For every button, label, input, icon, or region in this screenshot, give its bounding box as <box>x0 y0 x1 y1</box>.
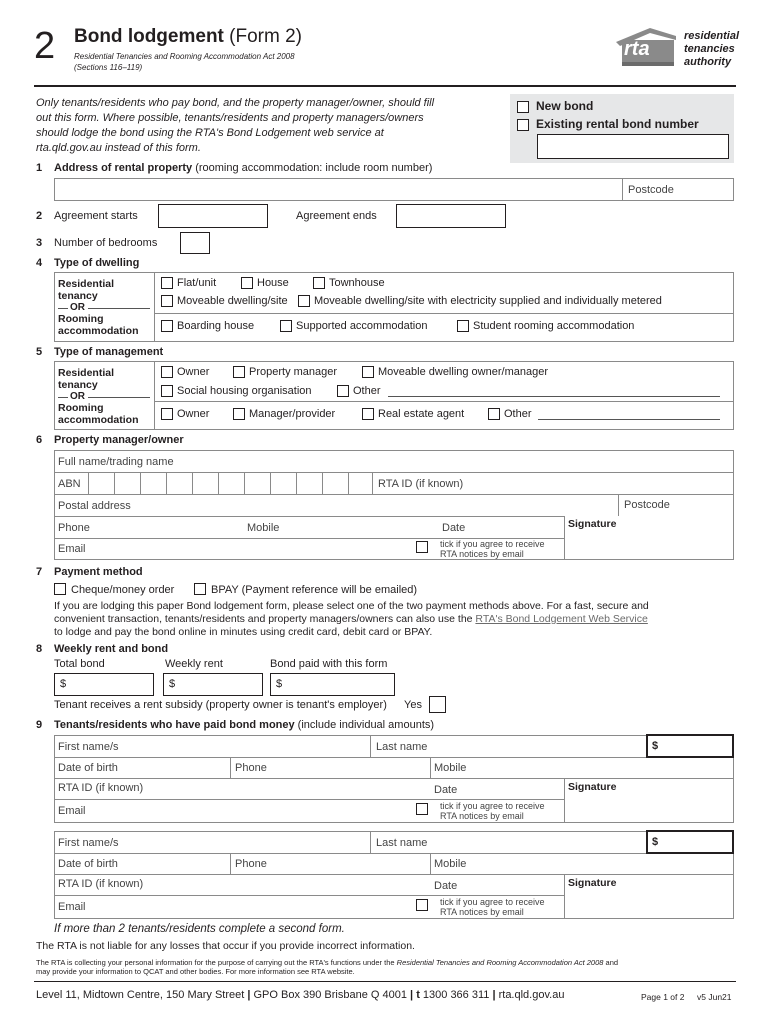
intro-line-1: Only tenants/residents who pay bond, and the property manager/owner, should fill <box>36 97 435 109</box>
boarding-house-label: Boarding house <box>177 320 255 332</box>
t2-row-1 <box>54 853 734 854</box>
t1-rta-id-label: RTA ID (if known) <box>58 782 144 794</box>
s6-mobile-label: Mobile <box>247 522 280 534</box>
s6-date-label: Date <box>442 522 466 534</box>
logo-text: rta <box>624 38 650 60</box>
real-estate-agent-label: Real estate agent <box>378 408 465 420</box>
s6-row-2 <box>54 494 734 495</box>
student-rooming-checkbox[interactable] <box>457 320 469 332</box>
bedrooms-label: Number of bedrooms <box>54 237 158 249</box>
social-housing-checkbox[interactable] <box>161 385 173 397</box>
act-reference: Residential Tenancies and Rooming Accommodation Act 2008 <box>74 52 295 61</box>
s3-number: 3 <box>36 237 43 249</box>
rent-subsidy-yes-checkbox[interactable] <box>429 696 446 713</box>
bond-lodgement-web-service-link[interactable]: RTA's Bond Lodgement Web Service <box>475 613 648 625</box>
agreement-ends-field[interactable] <box>396 204 506 228</box>
s5-number: 5 <box>36 346 43 358</box>
t1-signature-label: Signature <box>568 781 617 793</box>
s5-res-label-2: tenancy <box>58 379 98 391</box>
s4-or-rule-right <box>88 308 150 309</box>
boarding-house-checkbox[interactable] <box>161 320 173 332</box>
t2-rta-id-label: RTA ID (if known) <box>58 878 144 890</box>
t1-date-label: Date <box>434 784 458 796</box>
s6-postcode-label: Postcode <box>624 499 670 511</box>
s6-row-1 <box>54 472 734 473</box>
abn-cell-div <box>372 472 373 494</box>
form-number: 2 <box>34 25 56 67</box>
t1-email-label: Email <box>58 805 86 817</box>
footer-rule <box>34 981 736 982</box>
t2-email-label: Email <box>58 901 86 913</box>
s6-signature-divider <box>564 516 565 560</box>
intro-line-3: should lodge the bond using the RTA's Bond Lodgement web service at <box>36 127 384 139</box>
s4-room-label-2: accommodation <box>58 325 139 337</box>
owner-label: Owner <box>177 366 210 378</box>
new-bond-label: New bond <box>536 99 594 113</box>
t1-last-name-label: Last name <box>376 741 428 753</box>
t2-tick-line-1: tick if you agree to receive <box>440 897 545 907</box>
s9-title: Tenants/residents who have paid bond money (include individual amounts) <box>54 719 435 731</box>
tenant-2-amount-field[interactable] <box>646 830 734 854</box>
tenant-1-amount-field[interactable] <box>646 734 734 758</box>
s4-title: Type of dwelling <box>54 257 140 269</box>
s6-email-label: Email <box>58 543 86 555</box>
student-rooming-label: Student rooming accommodation <box>473 320 635 332</box>
s7-paragraph-line-3: to lodge and pay the bond online in minutes using credit card, debit card or BPAY. <box>54 626 433 638</box>
house-label: House <box>257 277 289 289</box>
owner-checkbox[interactable] <box>161 366 173 378</box>
s4-number: 4 <box>36 257 43 269</box>
supported-accommodation-label: Supported accommodation <box>296 320 428 332</box>
t2-dollar: $ <box>652 836 659 848</box>
cheque-checkbox[interactable] <box>54 583 66 595</box>
t2-row-3 <box>54 895 564 896</box>
existing-bond-label: Existing rental bond number <box>536 117 699 131</box>
rent-subsidy-yes-label: Yes <box>404 699 422 711</box>
other-input-line[interactable] <box>388 396 720 397</box>
t1-dob-label: Date of birth <box>58 762 118 774</box>
supported-accommodation-checkbox[interactable] <box>280 320 292 332</box>
t1-mobile-label: Mobile <box>434 762 467 774</box>
contact-line: Level 11, Midtown Centre, 150 Mary Street | GPO Box 390 Brisbane Q 4001 | t 1300 366 311 | rta.qld.gov.au <box>36 989 565 1001</box>
s6-phone-label: Phone <box>58 522 90 534</box>
other-label: Other <box>353 385 381 397</box>
t2-signature-label: Signature <box>568 877 617 889</box>
intro-line-2: out this form. Where possible, tenants/residents and property managers/owners <box>36 112 424 124</box>
moveable-dwelling-label: Moveable dwelling/site <box>177 295 288 307</box>
t2-email-consent-checkbox[interactable] <box>416 899 428 911</box>
s8-number: 8 <box>36 643 43 655</box>
s5-divider-v <box>154 361 155 430</box>
moveable-dwelling-checkbox[interactable] <box>161 295 173 307</box>
s6-postcode-divider <box>618 494 619 516</box>
t2-last-name-label: Last name <box>376 837 428 849</box>
t1-tick-line-2: RTA notices by email <box>440 811 524 821</box>
t2-date-label: Date <box>434 880 458 892</box>
s5-or: OR <box>70 391 85 402</box>
rent-subsidy-label: Tenant receives a rent subsidy (property owner is tenant's employer) <box>54 699 387 711</box>
t1-col-mobile <box>430 757 431 778</box>
abn-cell-div <box>322 472 323 494</box>
s5-title: Type of management <box>54 346 164 358</box>
s5-or-rule-right <box>88 397 150 398</box>
manager-provider-label: Manager/provider <box>249 408 336 420</box>
s1-title: Address of rental property (rooming accommodation: include room number) <box>54 162 433 174</box>
house-checkbox[interactable] <box>241 277 253 289</box>
t2-col-signature <box>564 874 565 919</box>
flat-unit-label: Flat/unit <box>177 277 217 289</box>
bond-paid-field[interactable] <box>270 673 395 696</box>
flat-unit-checkbox[interactable] <box>161 277 173 289</box>
t2-first-name-label: First name/s <box>58 837 119 849</box>
s7-paragraph-line-2: convenient transaction, tenants/residents and property managers/owners can also use the RTA's Bond Lodgement Web Service <box>54 613 648 625</box>
t1-phone-label: Phone <box>235 762 267 774</box>
s6-title: Property manager/owner <box>54 434 184 446</box>
cheque-label: Cheque/money order <box>71 584 175 596</box>
t2-col-phone <box>230 853 231 874</box>
t2-tick-line-2: RTA notices by email <box>440 907 524 917</box>
t1-email-consent-checkbox[interactable] <box>416 803 428 815</box>
s1-postcode-label: Postcode <box>628 184 674 196</box>
rta-logo <box>612 24 680 68</box>
s4-or-rule-left <box>58 308 68 309</box>
moveable-electricity-label: Moveable dwelling/site with electricity supplied and individually metered <box>314 295 662 307</box>
logo-word-3: authority <box>684 56 732 68</box>
abn-cell-div <box>218 472 219 494</box>
property-manager-label: Property manager <box>249 366 338 378</box>
s6-tick-line-2: RTA notices by email <box>440 549 524 559</box>
form-title: Bond lodgement (Form 2) <box>74 26 302 47</box>
s4-divider-v <box>154 272 155 342</box>
s5-room-label-1: Rooming <box>58 402 104 414</box>
t1-col-last <box>370 735 371 757</box>
bpay-checkbox[interactable] <box>194 583 206 595</box>
t1-col-phone <box>230 757 231 778</box>
t2-row-2 <box>54 874 734 875</box>
page-number: Page 1 of 2 <box>641 992 685 1002</box>
s7-number: 7 <box>36 566 43 578</box>
new-bond-checkbox[interactable] <box>517 101 529 113</box>
t1-row-1 <box>54 757 734 758</box>
weekly-rent-dollar: $ <box>169 678 176 690</box>
owner-rooming-checkbox[interactable] <box>161 408 173 420</box>
weekly-rent-label: Weekly rent <box>165 658 223 670</box>
t1-row-2 <box>54 778 734 779</box>
s4-room-label-1: Rooming <box>58 313 104 325</box>
privacy-line-1: The RTA is collecting your personal information for the purpose of carrying out the RTA's functions under the Residential Tenancies and Rooming Accommodation Act 2008 and <box>36 958 619 967</box>
t1-dollar: $ <box>652 740 659 752</box>
agreement-starts-field[interactable] <box>158 204 268 228</box>
s1-number: 1 <box>36 162 43 174</box>
owner-rooming-label: Owner <box>177 408 210 420</box>
sections-reference: (Sections 116–119) <box>74 63 143 72</box>
s5-room-label-2: accommodation <box>58 414 139 426</box>
abn-cell-div <box>140 472 141 494</box>
bedrooms-field[interactable] <box>180 232 210 254</box>
liability-note: The RTA is not liable for any losses that occur if you provide incorrect information. <box>36 940 415 952</box>
s7-paragraph-line-1: If you are lodging this paper Bond lodgement form, please select one of the two payment methods above. For a fast, secure and <box>54 600 649 612</box>
version-label: v5 Jun21 <box>697 992 732 1002</box>
abn-cell-div <box>244 472 245 494</box>
manager-provider-checkbox[interactable] <box>233 408 245 420</box>
s6-email-consent-checkbox[interactable] <box>416 541 428 553</box>
postcode-divider <box>622 178 623 201</box>
t2-dob-label: Date of birth <box>58 858 118 870</box>
more-tenants-note: If more than 2 tenants/residents complete a second form. <box>54 923 345 935</box>
moveable-electricity-checkbox[interactable] <box>298 295 310 307</box>
s6-number: 6 <box>36 434 43 446</box>
moveable-owner-label: Moveable dwelling owner/manager <box>378 366 548 378</box>
s2-number: 2 <box>36 210 43 222</box>
s4-divider-h <box>154 313 734 314</box>
existing-bond-checkbox[interactable] <box>517 119 529 131</box>
logo-word-2: tenancies <box>684 43 735 55</box>
abn-cell-div <box>296 472 297 494</box>
bond-paid-dollar: $ <box>276 678 283 690</box>
existing-bond-number-field[interactable] <box>537 134 729 159</box>
bond-paid-label: Bond paid with this form <box>270 658 388 670</box>
townhouse-checkbox[interactable] <box>313 277 325 289</box>
agreement-starts-label: Agreement starts <box>54 210 138 222</box>
logo-word-1: residential <box>684 30 740 42</box>
s4-res-label-2: tenancy <box>58 290 98 302</box>
s4-res-label-1: Residential <box>58 278 115 290</box>
s6-row-3 <box>54 516 564 517</box>
s5-or-rule-left <box>58 397 68 398</box>
bpay-label: BPAY (Payment reference will be emailed) <box>211 584 418 596</box>
townhouse-label: Townhouse <box>329 277 385 289</box>
s6-rta-id-label: RTA ID (if known) <box>378 478 464 490</box>
property-manager-checkbox[interactable] <box>233 366 245 378</box>
total-bond-field[interactable] <box>54 673 154 696</box>
t1-row-3 <box>54 799 564 800</box>
s6-abn-label: ABN <box>58 478 81 490</box>
privacy-line-2: may provide your information to QCAT and other bodies. For more information see RTA website. <box>36 967 355 976</box>
moveable-owner-checkbox[interactable] <box>362 366 374 378</box>
agreement-ends-label: Agreement ends <box>296 210 377 222</box>
abn-cell-div <box>166 472 167 494</box>
total-bond-dollar: $ <box>60 678 67 690</box>
intro-line-4: rta.qld.gov.au instead of this form. <box>36 142 201 154</box>
s8-title: Weekly rent and bond <box>54 643 169 655</box>
total-bond-label: Total bond <box>54 658 105 670</box>
other-rooming-label: Other <box>504 408 532 420</box>
s6-signature-label: Signature <box>568 518 617 530</box>
t1-tick-line-1: tick if you agree to receive <box>440 801 545 811</box>
abn-cell-div <box>270 472 271 494</box>
s6-postal-label: Postal address <box>58 500 131 512</box>
abn-cell-div <box>348 472 349 494</box>
real-estate-agent-checkbox[interactable] <box>362 408 374 420</box>
abn-cell-div <box>192 472 193 494</box>
other-rooming-input-line[interactable] <box>538 419 720 420</box>
header-rule <box>34 85 736 87</box>
other-rooming-checkbox[interactable] <box>488 408 500 420</box>
s6-tick-line-1: tick if you agree to receive <box>440 539 545 549</box>
t2-mobile-label: Mobile <box>434 858 467 870</box>
s6-fullname-label[interactable]: Full name/trading name <box>58 456 174 468</box>
t2-col-mobile <box>430 853 431 874</box>
s9-number: 9 <box>36 719 43 731</box>
s4-or: OR <box>70 302 85 313</box>
t1-first-name-label: First name/s <box>58 741 119 753</box>
s5-divider-h <box>154 401 734 402</box>
t2-phone-label: Phone <box>235 858 267 870</box>
abn-cell-div <box>88 472 89 494</box>
weekly-rent-field[interactable] <box>163 673 263 696</box>
social-housing-label: Social housing organisation <box>177 385 312 397</box>
t2-col-last <box>370 831 371 853</box>
abn-cell-div <box>114 472 115 494</box>
t1-col-signature <box>564 778 565 823</box>
other-checkbox[interactable] <box>337 385 349 397</box>
s7-title: Payment method <box>54 566 143 578</box>
s5-res-label-1: Residential <box>58 367 115 379</box>
